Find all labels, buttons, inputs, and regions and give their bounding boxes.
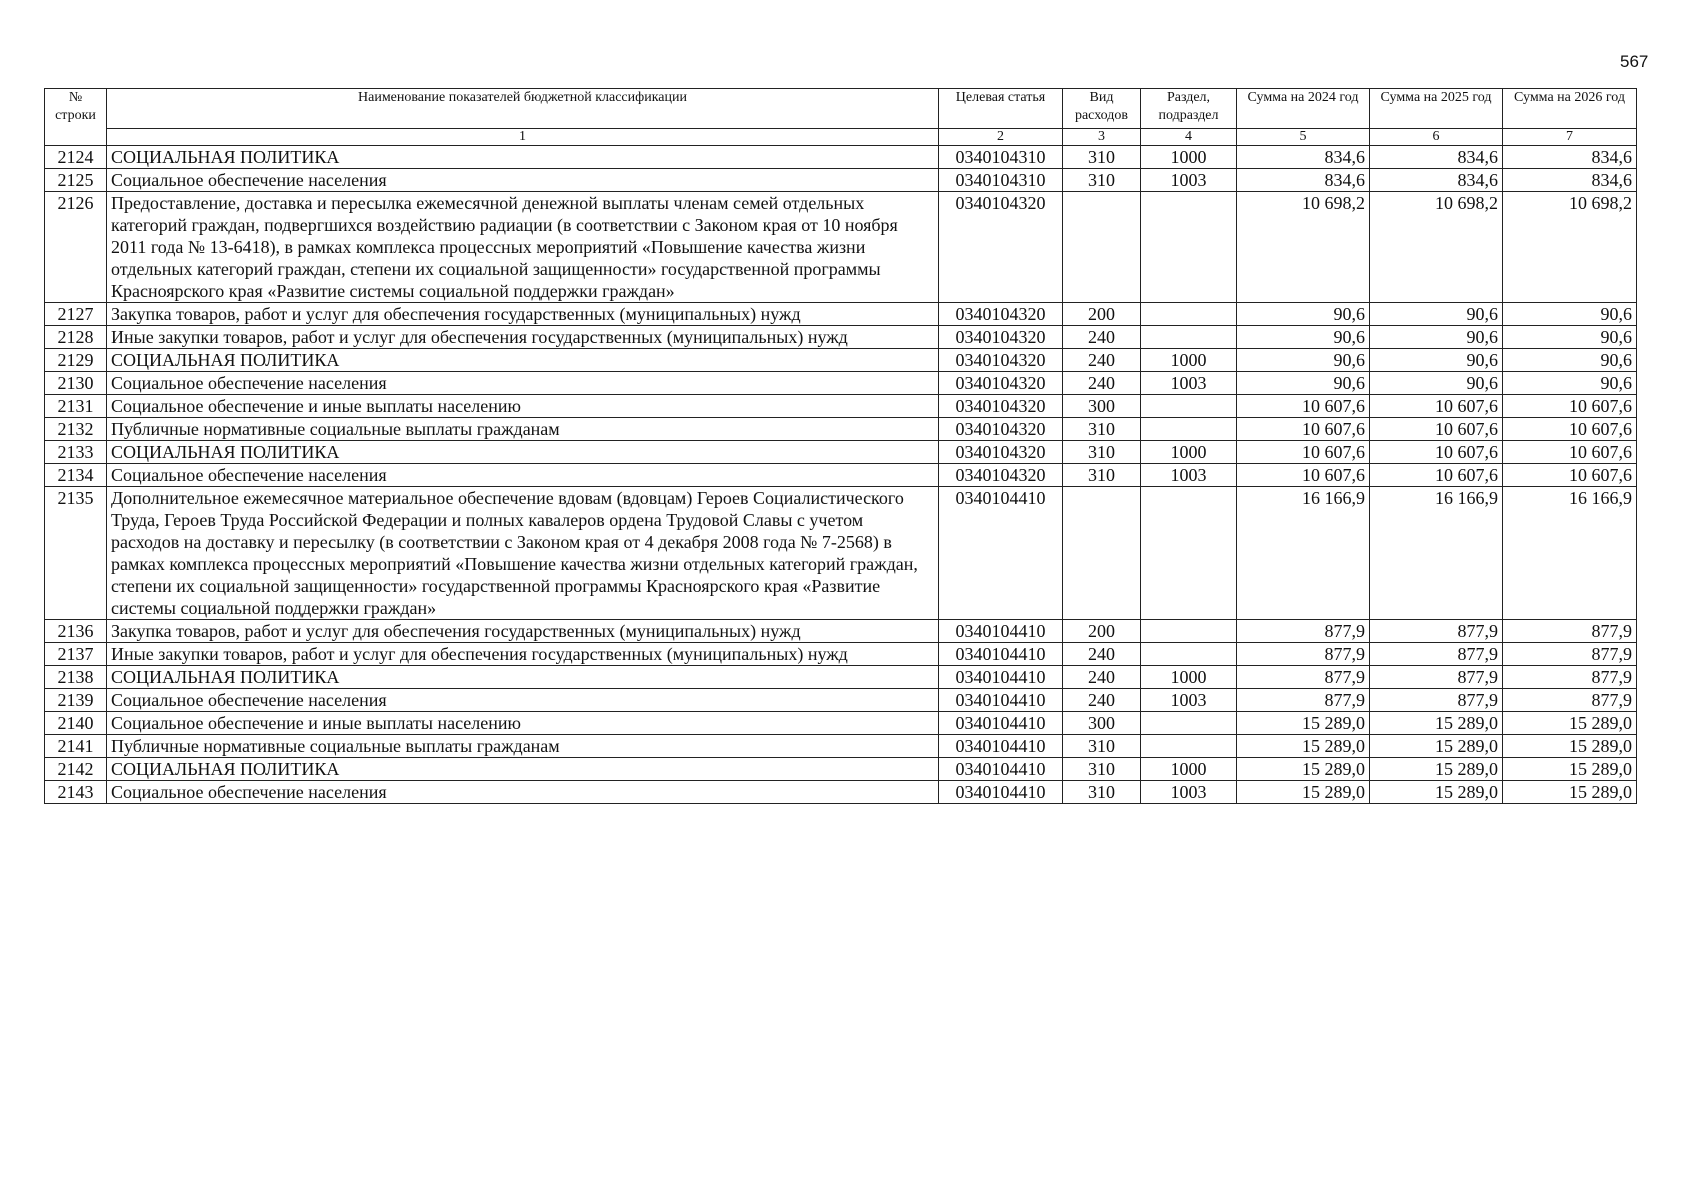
row-sum-2024: 10 607,6 (1237, 441, 1370, 464)
row-target-article: 0340104410 (939, 712, 1063, 735)
row-target-article: 0340104310 (939, 146, 1063, 169)
table-row (45, 303, 1637, 326)
column-number: 7 (1503, 129, 1637, 146)
row-sum-2024: 90,6 (1237, 303, 1370, 326)
row-sum-2026: 90,6 (1503, 372, 1637, 395)
row-target-article: 0340104320 (939, 441, 1063, 464)
row-number: 2141 (45, 735, 107, 758)
row-section: 1003 (1141, 169, 1237, 192)
row-number: 2130 (45, 372, 107, 395)
row-section (1141, 487, 1237, 620)
column-number: 6 (1370, 129, 1503, 146)
row-name: СОЦИАЛЬНАЯ ПОЛИТИКА (107, 758, 939, 781)
row-section (1141, 395, 1237, 418)
row-name: Предоставление, доставка и пересылка ежемесячной денежной выплаты членам семей отдельных категорий граждан, подвергшихся воздействию радиации (в соответствии с Законом края от 10 ноября 2011 года № 13-6418), в рамках комплекса процессных мероприятий «Повышение качества жизни отдельных категорий граждан, степени их социальной защищенности» государственной программы Красноярского края «Развитие системы социальной поддержки граждан» (107, 192, 939, 303)
row-sum-2025: 15 289,0 (1370, 712, 1503, 735)
row-sum-2026: 15 289,0 (1503, 735, 1637, 758)
row-expense-type: 310 (1063, 169, 1141, 192)
row-sum-2024: 877,9 (1237, 689, 1370, 712)
row-target-article: 0340104410 (939, 689, 1063, 712)
header-row-no: № строки (45, 89, 107, 146)
row-expense-type: 310 (1063, 758, 1141, 781)
row-number: 2125 (45, 169, 107, 192)
row-number: 2132 (45, 418, 107, 441)
row-expense-type: 310 (1063, 146, 1141, 169)
row-name: СОЦИАЛЬНАЯ ПОЛИТИКА (107, 666, 939, 689)
row-section: 1000 (1141, 666, 1237, 689)
row-number: 2131 (45, 395, 107, 418)
row-number: 2139 (45, 689, 107, 712)
table-row (45, 735, 1637, 758)
table-row (45, 418, 1637, 441)
table-row (45, 349, 1637, 372)
table-row (45, 487, 1637, 620)
row-sum-2024: 877,9 (1237, 620, 1370, 643)
row-target-article: 0340104310 (939, 169, 1063, 192)
row-sum-2025: 90,6 (1370, 303, 1503, 326)
row-sum-2024: 834,6 (1237, 169, 1370, 192)
table-row (45, 666, 1637, 689)
row-target-article: 0340104410 (939, 487, 1063, 620)
row-sum-2024: 15 289,0 (1237, 712, 1370, 735)
row-expense-type: 240 (1063, 326, 1141, 349)
row-name: Публичные нормативные социальные выплаты гражданам (107, 735, 939, 758)
row-sum-2026: 15 289,0 (1503, 712, 1637, 735)
row-section (1141, 735, 1237, 758)
table-row (45, 620, 1637, 643)
row-number: 2127 (45, 303, 107, 326)
row-name: Закупка товаров, работ и услуг для обеспечения государственных (муниципальных) нужд (107, 620, 939, 643)
row-number: 2129 (45, 349, 107, 372)
row-name: Социальное обеспечение населения (107, 372, 939, 395)
row-sum-2026: 90,6 (1503, 303, 1637, 326)
row-sum-2026: 15 289,0 (1503, 758, 1637, 781)
table-row (45, 372, 1637, 395)
row-name: Иные закупки товаров, работ и услуг для обеспечения государственных (муниципальных) нужд (107, 326, 939, 349)
row-sum-2026: 877,9 (1503, 620, 1637, 643)
row-sum-2025: 877,9 (1370, 620, 1503, 643)
row-sum-2025: 10 607,6 (1370, 464, 1503, 487)
row-name: Социальное обеспечение и иные выплаты населению (107, 712, 939, 735)
row-target-article: 0340104410 (939, 666, 1063, 689)
row-sum-2024: 10 698,2 (1237, 192, 1370, 303)
row-section (1141, 620, 1237, 643)
row-sum-2026: 10 607,6 (1503, 395, 1637, 418)
row-target-article: 0340104320 (939, 192, 1063, 303)
row-sum-2025: 834,6 (1370, 169, 1503, 192)
table-row (45, 643, 1637, 666)
row-expense-type: 240 (1063, 349, 1141, 372)
header-target-article: Целевая статья (939, 89, 1063, 129)
row-sum-2025: 15 289,0 (1370, 758, 1503, 781)
row-sum-2024: 15 289,0 (1237, 758, 1370, 781)
row-section (1141, 643, 1237, 666)
row-expense-type: 240 (1063, 666, 1141, 689)
table-header (45, 89, 1637, 146)
row-sum-2025: 90,6 (1370, 326, 1503, 349)
header-sum-2026: Сумма на 2026 год (1503, 89, 1637, 129)
row-number: 2134 (45, 464, 107, 487)
row-number: 2135 (45, 487, 107, 620)
row-sum-2025: 877,9 (1370, 643, 1503, 666)
table-row (45, 192, 1637, 303)
row-sum-2026: 10 607,6 (1503, 441, 1637, 464)
row-target-article: 0340104410 (939, 643, 1063, 666)
row-expense-type: 310 (1063, 418, 1141, 441)
row-expense-type: 200 (1063, 303, 1141, 326)
row-number: 2136 (45, 620, 107, 643)
row-number: 2128 (45, 326, 107, 349)
row-section (1141, 192, 1237, 303)
column-number: 1 (107, 129, 939, 146)
row-name: Дополнительное ежемесячное материальное обеспечение вдовам (вдовцам) Героев Социалистического Труда, Героев Труда Российской Федерации и полных кавалеров ордена Трудовой Славы с учетом расходов на доставку и пересылку (в соответствии с Законом края от 4 декабря 2008 года № 7-2568) в рамках комплекса процессных мероприятий «Повышение качества жизни отдельных категорий граждан, степени их социальной защищенности» государственной программы Красноярского края «Развитие системы социальной поддержки граждан» (107, 487, 939, 620)
row-section: 1000 (1141, 349, 1237, 372)
row-number: 2124 (45, 146, 107, 169)
row-expense-type: 310 (1063, 735, 1141, 758)
row-sum-2025: 90,6 (1370, 372, 1503, 395)
row-expense-type: 240 (1063, 372, 1141, 395)
header-sum-2024: Сумма на 2024 год (1237, 89, 1370, 129)
row-expense-type: 300 (1063, 712, 1141, 735)
row-target-article: 0340104320 (939, 395, 1063, 418)
table-row (45, 712, 1637, 735)
row-section (1141, 326, 1237, 349)
column-number: 3 (1063, 129, 1141, 146)
table-body (45, 146, 1637, 804)
row-sum-2026: 877,9 (1503, 689, 1637, 712)
header-sum-2025: Сумма на 2025 год (1370, 89, 1503, 129)
header-expense-type: Вид расходов (1063, 89, 1141, 129)
table-row (45, 464, 1637, 487)
table-row (45, 169, 1637, 192)
row-sum-2025: 10 607,6 (1370, 441, 1503, 464)
row-name: СОЦИАЛЬНАЯ ПОЛИТИКА (107, 441, 939, 464)
table-row (45, 326, 1637, 349)
row-target-article: 0340104320 (939, 349, 1063, 372)
row-sum-2024: 10 607,6 (1237, 418, 1370, 441)
row-sum-2024: 15 289,0 (1237, 781, 1370, 804)
table-row (45, 146, 1637, 169)
row-sum-2026: 10 607,6 (1503, 464, 1637, 487)
table-row (45, 441, 1637, 464)
row-number: 2142 (45, 758, 107, 781)
row-section: 1000 (1141, 758, 1237, 781)
row-name: Социальное обеспечение населения (107, 169, 939, 192)
table-row (45, 758, 1637, 781)
row-number: 2143 (45, 781, 107, 804)
row-sum-2025: 10 607,6 (1370, 418, 1503, 441)
row-name: СОЦИАЛЬНАЯ ПОЛИТИКА (107, 146, 939, 169)
row-sum-2024: 10 607,6 (1237, 464, 1370, 487)
row-target-article: 0340104320 (939, 418, 1063, 441)
row-target-article: 0340104410 (939, 758, 1063, 781)
row-name: Закупка товаров, работ и услуг для обеспечения государственных (муниципальных) нужд (107, 303, 939, 326)
row-expense-type (1063, 192, 1141, 303)
column-number: 5 (1237, 129, 1370, 146)
row-sum-2025: 90,6 (1370, 349, 1503, 372)
row-expense-type: 200 (1063, 620, 1141, 643)
row-sum-2025: 15 289,0 (1370, 735, 1503, 758)
row-sum-2026: 834,6 (1503, 146, 1637, 169)
row-expense-type: 310 (1063, 464, 1141, 487)
row-sum-2025: 834,6 (1370, 146, 1503, 169)
row-section (1141, 303, 1237, 326)
row-expense-type: 300 (1063, 395, 1141, 418)
row-sum-2026: 15 289,0 (1503, 781, 1637, 804)
row-sum-2026: 10 698,2 (1503, 192, 1637, 303)
row-section: 1003 (1141, 781, 1237, 804)
row-name: Социальное обеспечение и иные выплаты населению (107, 395, 939, 418)
row-sum-2026: 16 166,9 (1503, 487, 1637, 620)
row-target-article: 0340104410 (939, 620, 1063, 643)
row-section (1141, 712, 1237, 735)
row-sum-2025: 16 166,9 (1370, 487, 1503, 620)
row-sum-2024: 90,6 (1237, 372, 1370, 395)
row-sum-2026: 10 607,6 (1503, 418, 1637, 441)
row-sum-2024: 90,6 (1237, 326, 1370, 349)
row-sum-2026: 877,9 (1503, 643, 1637, 666)
row-sum-2024: 10 607,6 (1237, 395, 1370, 418)
row-sum-2024: 877,9 (1237, 643, 1370, 666)
row-expense-type (1063, 487, 1141, 620)
row-section (1141, 418, 1237, 441)
row-sum-2025: 15 289,0 (1370, 781, 1503, 804)
row-sum-2025: 10 698,2 (1370, 192, 1503, 303)
row-sum-2024: 90,6 (1237, 349, 1370, 372)
row-target-article: 0340104410 (939, 735, 1063, 758)
column-number: 2 (939, 129, 1063, 146)
row-target-article: 0340104410 (939, 781, 1063, 804)
row-section: 1003 (1141, 372, 1237, 395)
row-name: Социальное обеспечение населения (107, 781, 939, 804)
row-sum-2026: 877,9 (1503, 666, 1637, 689)
row-sum-2025: 877,9 (1370, 689, 1503, 712)
row-number: 2138 (45, 666, 107, 689)
row-section: 1000 (1141, 441, 1237, 464)
page-number: 567 (1620, 52, 1649, 71)
row-section: 1000 (1141, 146, 1237, 169)
row-number: 2126 (45, 192, 107, 303)
row-number: 2137 (45, 643, 107, 666)
table-row (45, 689, 1637, 712)
row-sum-2024: 15 289,0 (1237, 735, 1370, 758)
header-section: Раздел, подраздел (1141, 89, 1237, 129)
row-section: 1003 (1141, 464, 1237, 487)
row-name: Публичные нормативные социальные выплаты гражданам (107, 418, 939, 441)
budget-table (44, 88, 1637, 804)
row-sum-2024: 877,9 (1237, 666, 1370, 689)
table-row (45, 395, 1637, 418)
row-sum-2026: 90,6 (1503, 326, 1637, 349)
row-section: 1003 (1141, 689, 1237, 712)
row-number: 2133 (45, 441, 107, 464)
row-name: СОЦИАЛЬНАЯ ПОЛИТИКА (107, 349, 939, 372)
row-expense-type: 310 (1063, 781, 1141, 804)
row-target-article: 0340104320 (939, 303, 1063, 326)
row-expense-type: 310 (1063, 441, 1141, 464)
row-sum-2026: 834,6 (1503, 169, 1637, 192)
column-number: 4 (1141, 129, 1237, 146)
table-row (45, 781, 1637, 804)
row-target-article: 0340104320 (939, 464, 1063, 487)
row-target-article: 0340104320 (939, 326, 1063, 349)
row-number: 2140 (45, 712, 107, 735)
row-sum-2024: 834,6 (1237, 146, 1370, 169)
row-expense-type: 240 (1063, 643, 1141, 666)
row-sum-2024: 16 166,9 (1237, 487, 1370, 620)
header-name: Наименование показателей бюджетной классификации (107, 89, 939, 129)
row-expense-type: 240 (1063, 689, 1141, 712)
row-sum-2025: 877,9 (1370, 666, 1503, 689)
row-sum-2025: 10 607,6 (1370, 395, 1503, 418)
row-name: Социальное обеспечение населения (107, 689, 939, 712)
row-target-article: 0340104320 (939, 372, 1063, 395)
row-name: Социальное обеспечение населения (107, 464, 939, 487)
row-sum-2026: 90,6 (1503, 349, 1637, 372)
row-name: Иные закупки товаров, работ и услуг для обеспечения государственных (муниципальных) нужд (107, 643, 939, 666)
